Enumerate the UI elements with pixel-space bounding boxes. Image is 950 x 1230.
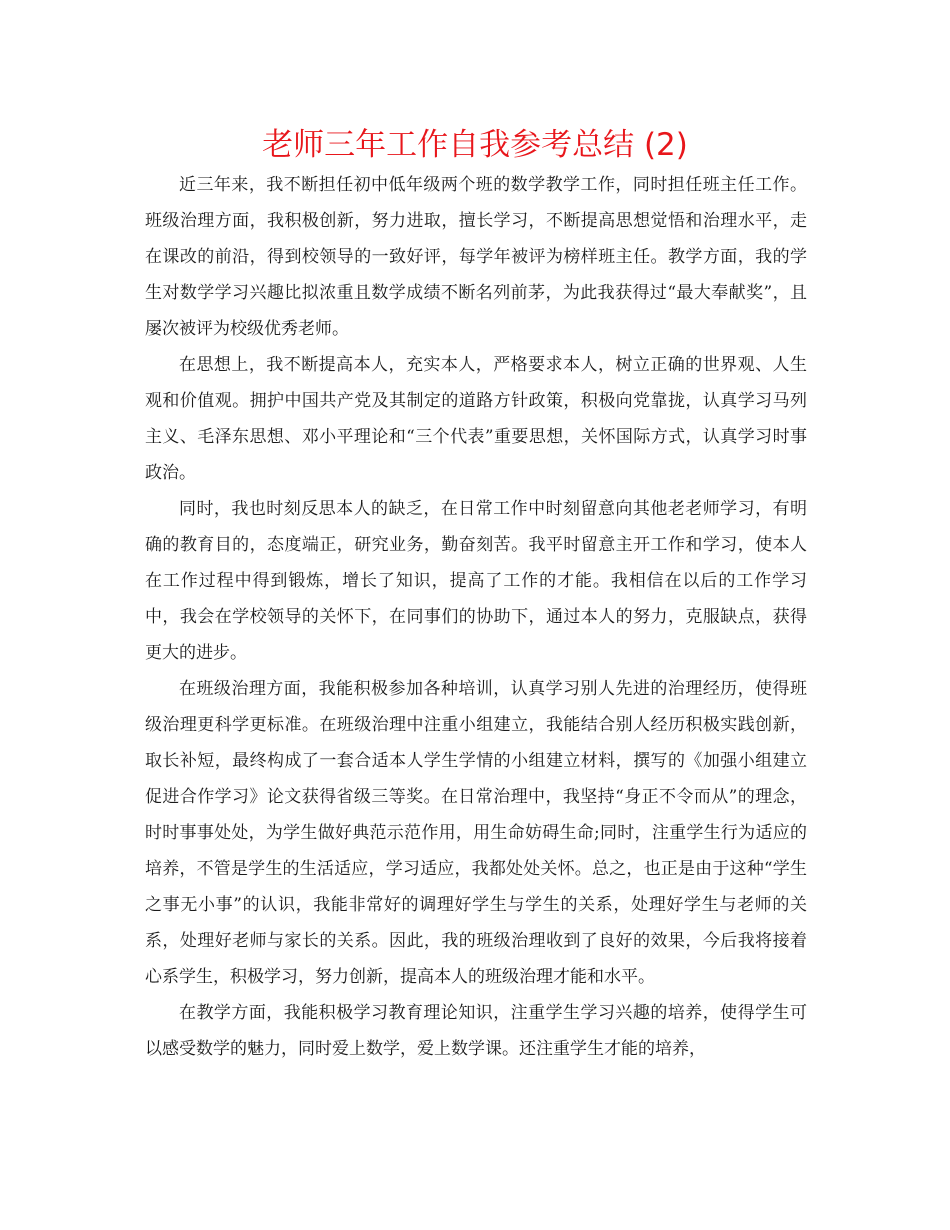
paragraph: 近三年来，我不断担任初中低年级两个班的数学教学工作，同时担任班主任工作。班级治理方面，我积极创新，努力进取，擅长学习，不断提高思想觉悟和治理水平，走在课改的前沿，得到校领导的一致好评，每学年被评为榜样班主任。教学方面，我的学生对数学学习兴趣比拟浓重且数学成绩不断名列前茅，为此我获得过“最大奉献奖”，且屡次被评为校级优秀老师。 <box>145 175 807 339</box>
document-body <box>145 167 807 1067</box>
document-title: 老师三年工作自我参考总结 (2) <box>262 127 688 163</box>
paragraph: 在教学方面，我能积极学习教育理论知识，注重学生学习兴趣的培养，使得学生可以感受数学的魅力，同时爱上数学，爱上数学课。还注重学生才能的培养， <box>145 1003 807 1059</box>
paragraph: 在思想上，我不断提高本人，充实本人，严格要求本人，树立正确的世界观、人生观和价值观。拥护中国共产党及其制定的道路方针政策，积极向党靠拢，认真学习马列主义、毛泽东思想、邓小平理论和“三个代表”重要思想，关怀国际方式，认真学习时事政治。 <box>145 355 807 483</box>
paragraph: 在班级治理方面，我能积极参加各种培训，认真学习别人先进的治理经历，使得班级治理更科学更标准。在班级治理中注重小组建立，我能结合别人经历积极实践创新，取长补短，最终构成了一套合适本人学生学情的小组建立材料，撰写的《加强小组建立促进合作学习》论文获得省级三等奖。在日常治理中，我坚持“身正不令而从”的理念，时时事事处处，为学生做好典范示范作用，用生命妨碍生命;同时，注重学生行为适应的培养，不管是学生的生活适应，学习适应，我都处处关怀。总之，也正是由于这种“学生之事无小事”的认识，我能非常好的调理好学生与学生的关系，处理好学生与老师的关系，处理好老师与家长的关系。因此，我的班级治理收到了良好的效果，今后我将接着心系学生，积极学习，努力创新，提高本人的班级治理才能和水平。 <box>145 679 807 987</box>
paragraph: 同时，我也时刻反思本人的缺乏，在日常工作中时刻留意向其他老老师学习，有明确的教育目的，态度端正，研究业务，勤奋刻苦。我平时留意主开工作和学习，使本人在工作过程中得到锻炼，增长了知识，提高了工作的才能。我相信在以后的工作学习中，我会在学校领导的关怀下，在同事们的协助下，通过本人的努力，克服缺点，获得更大的进步。 <box>145 499 807 663</box>
